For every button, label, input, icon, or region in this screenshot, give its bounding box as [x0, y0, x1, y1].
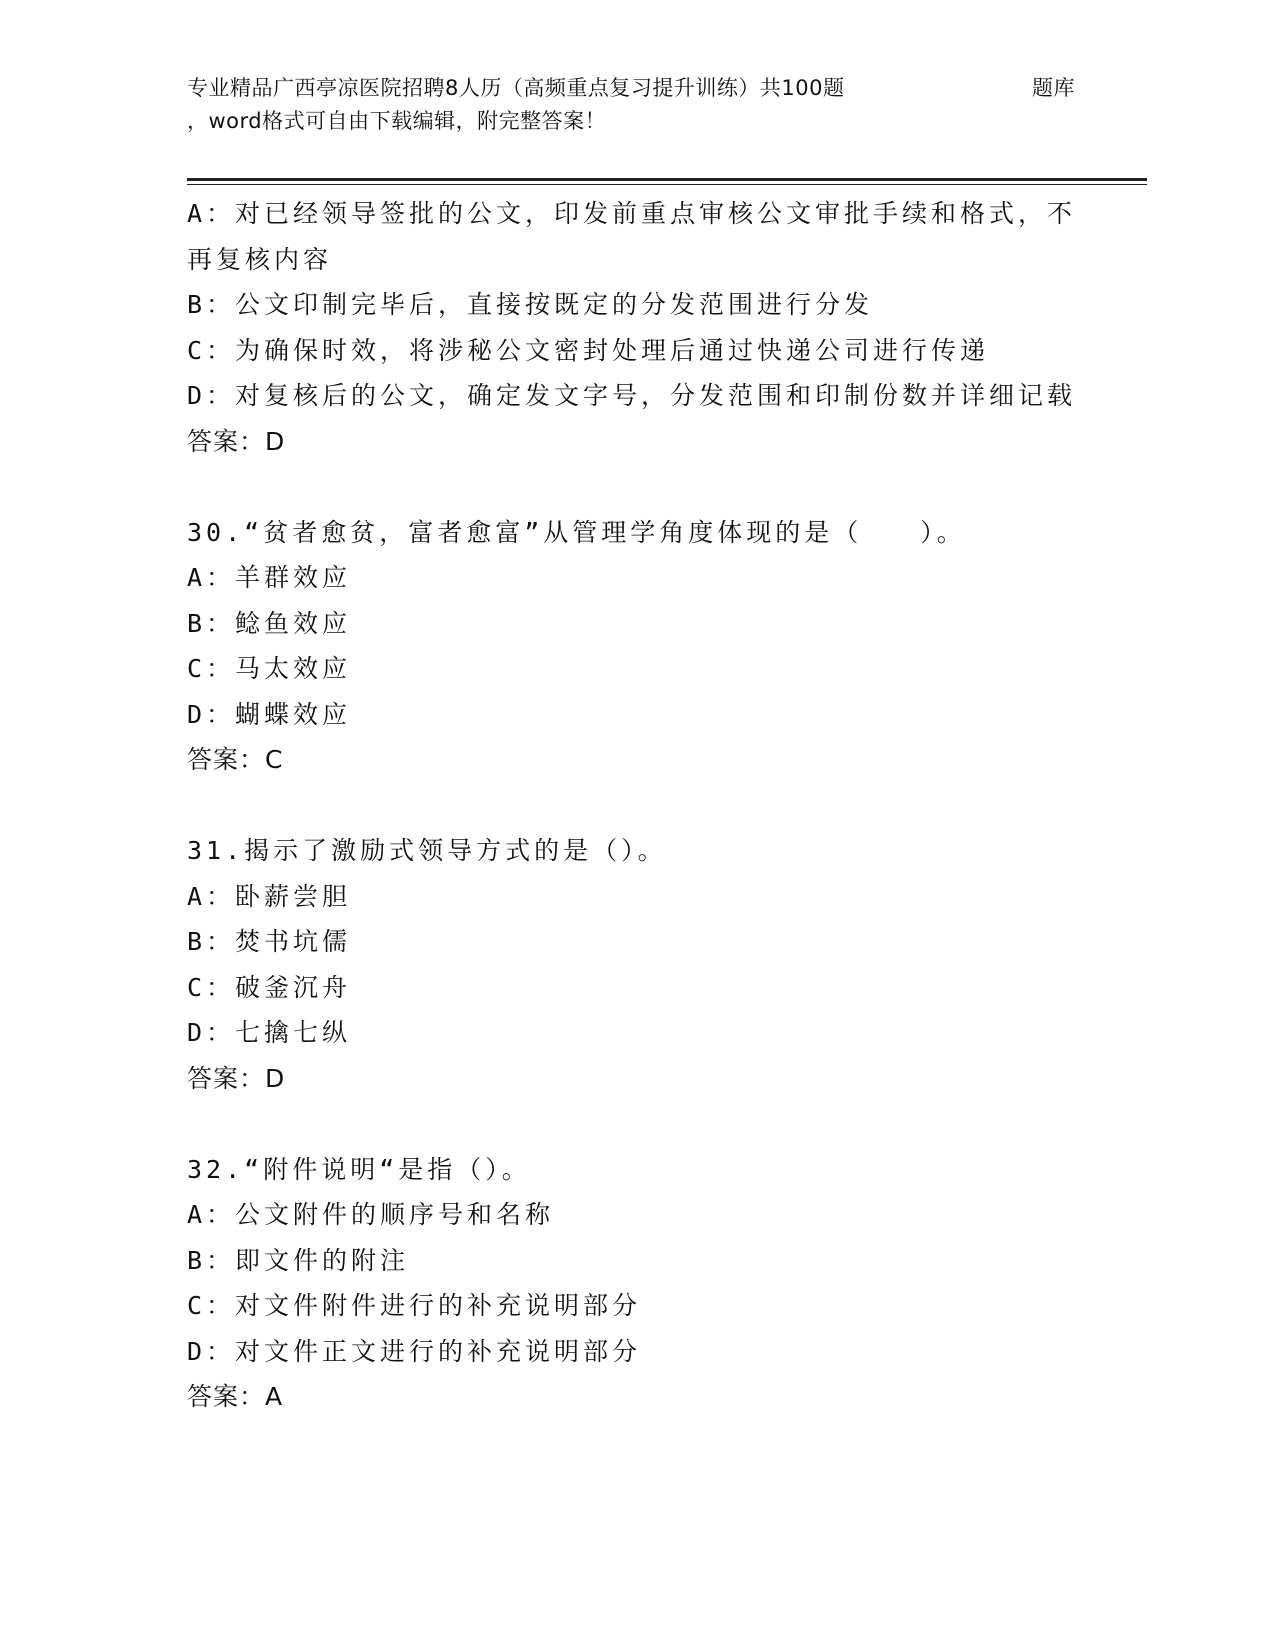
- answer-line: 答案：C: [187, 745, 284, 774]
- question-31: [187, 828, 1117, 1101]
- option-b: B：焚书坑儒: [187, 927, 352, 956]
- question-29-continued: [187, 191, 1117, 464]
- document-header: [187, 72, 1087, 138]
- option-a: A：卧薪尝胆: [187, 881, 352, 911]
- header-subtitle: ，word格式可自由下载编辑，附完整答案！: [187, 109, 607, 133]
- spacer: [187, 464, 1117, 510]
- option-c: C：对文件附件进行的补充说明部分: [187, 1291, 642, 1320]
- option-d: D：对文件正文进行的补充说明部分: [187, 1336, 642, 1366]
- spacer: [187, 1101, 1117, 1147]
- option-d: D：蝴蝶效应: [187, 699, 352, 729]
- question-stem: 31.揭示了激励式领导方式的是（）。: [187, 836, 667, 865]
- option-d: D：七擒七纵: [187, 1018, 352, 1047]
- header-tag: 题库: [1032, 76, 1075, 100]
- question-list: [187, 191, 1117, 1420]
- answer-line: 答案：D: [187, 426, 286, 456]
- option-a: A：公文附件的顺序号和名称: [187, 1200, 555, 1229]
- option-line: D：对复核后的公文，确定发文字号，分发范围和印制份数并详细记载: [187, 381, 1077, 410]
- question-stem: 32.“附件说明“是指（）。: [187, 1154, 531, 1184]
- question-stem: 30.“贫者愈贫，富者愈富”从管理学角度体现的是（ ）。: [187, 517, 966, 547]
- option-a: A：羊群效应: [187, 563, 352, 592]
- option-line: A：对已经领导签批的公文，印发前重点审核公文审批手续和格式，不: [187, 199, 1077, 228]
- option-line: B：公文印制完毕后，直接按既定的分发范围进行分发: [187, 290, 874, 319]
- spacer: [187, 783, 1117, 829]
- option-b: B：鲶鱼效应: [187, 608, 352, 638]
- option-c: C：破釜沉舟: [187, 972, 352, 1002]
- option-line: C：为确保时效，将涉秘公文密封处理后通过快递公司进行传递: [187, 335, 990, 365]
- option-line: 再复核内容: [187, 244, 333, 274]
- option-c: C：马太效应: [187, 654, 352, 683]
- header-divider-thick: [187, 178, 1147, 181]
- header-divider-thin: [187, 184, 1147, 185]
- answer-line: 答案：D: [187, 1063, 286, 1093]
- header-title-line: [187, 72, 1087, 105]
- question-32: [187, 1147, 1117, 1420]
- option-b: B：即文件的附注: [187, 1245, 410, 1275]
- answer-line: 答案：A: [187, 1382, 284, 1411]
- header-title: 专业精品广西亭凉医院招聘8人历（高频重点复习提升训练）共100题: [187, 76, 845, 100]
- question-30: [187, 510, 1117, 783]
